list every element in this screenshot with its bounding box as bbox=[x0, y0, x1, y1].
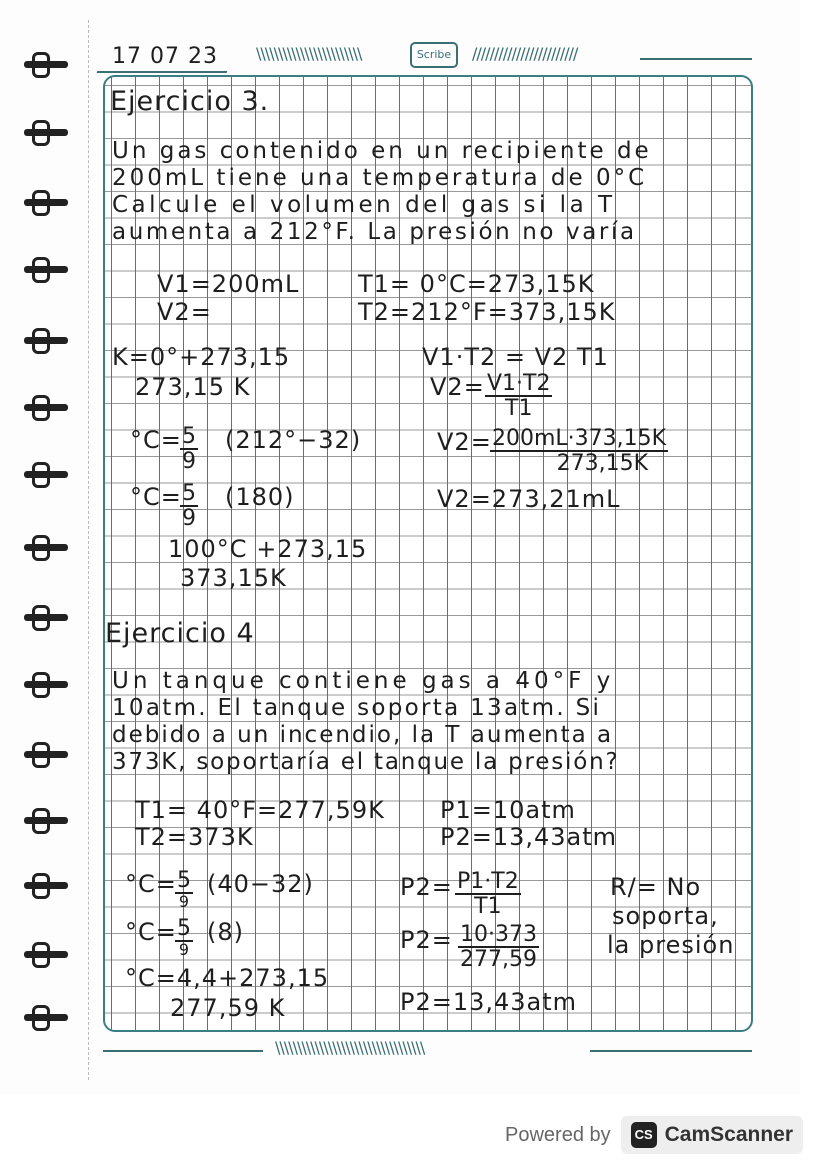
spiral-ring bbox=[24, 535, 68, 561]
fraction bbox=[180, 482, 198, 530]
spiral-ring bbox=[24, 190, 68, 216]
camscanner-brand: CamScanner bbox=[664, 1123, 794, 1146]
numerator: 5 bbox=[177, 916, 191, 941]
scribe-logo: Scribe bbox=[410, 42, 458, 68]
conversion-term: (212°−32) bbox=[225, 426, 362, 454]
problem-line: 200mL tiene una temperatura de 0°C bbox=[112, 165, 648, 191]
denominator: 9 bbox=[178, 940, 190, 960]
fraction bbox=[485, 372, 552, 420]
exercise-4-title: Ejercicio 4 bbox=[105, 618, 255, 649]
problem-line: Un gas contenido en un recipiente de bbox=[112, 138, 652, 164]
spiral-ring bbox=[24, 605, 68, 631]
celsius-label: °C= bbox=[130, 483, 182, 511]
date-field bbox=[97, 40, 238, 73]
t1-value: T1= 0°C=273,15K bbox=[358, 270, 595, 298]
powered-by-text: Powered by bbox=[505, 1123, 611, 1146]
fraction bbox=[180, 425, 198, 473]
p2-label: P2= bbox=[400, 926, 453, 954]
denominator: 9 bbox=[182, 449, 196, 475]
fraction bbox=[490, 427, 668, 475]
spiral-ring bbox=[24, 395, 68, 421]
footer-line bbox=[103, 1050, 263, 1052]
t1-value: T1= 40°F=277,59K bbox=[135, 796, 385, 824]
header-decoration: \\\\\\\\\\\\\\\\\\\\\\\\ bbox=[256, 44, 362, 63]
t2-value: T2=212°F=373,15K bbox=[358, 298, 616, 326]
p2-label: P2= bbox=[400, 873, 453, 901]
denominator: T1 bbox=[505, 396, 533, 422]
problem-line: 373K, soportaría el tanque la presión? bbox=[112, 749, 620, 775]
margin-line bbox=[88, 20, 89, 1080]
answer-line: la presión bbox=[607, 931, 735, 959]
denominator: 9 bbox=[182, 506, 196, 532]
problem-line: aumenta a 212°F. La presión no varía bbox=[112, 219, 637, 245]
charles-law: V1·T2 = V2 T1 bbox=[422, 343, 609, 371]
p2-result: P2=13,43atm bbox=[400, 988, 578, 1016]
p1-value: P1=10atm bbox=[440, 796, 576, 824]
problem-line: 10atm. El tanque soporta 13atm. Si bbox=[112, 695, 602, 721]
numerator: 200mL·373,15K bbox=[492, 426, 667, 451]
celsius-label: °C= bbox=[125, 918, 177, 946]
spiral-ring bbox=[24, 672, 68, 698]
v2-result: V2=273,21mL bbox=[437, 485, 621, 513]
answer-line: R/= No bbox=[610, 873, 702, 901]
spiral-ring bbox=[24, 328, 68, 354]
problem-line: Un tanque contiene gas a 40°F y bbox=[112, 668, 615, 694]
numerator: V1·T2 bbox=[487, 371, 551, 396]
kelvin-calc: °C=4,4+273,15 bbox=[125, 964, 330, 992]
denominator: 277,59 bbox=[460, 947, 537, 973]
exercise-3-title: Ejercicio 3. bbox=[110, 86, 270, 117]
celsius-label: °C= bbox=[130, 426, 182, 454]
v1-value: V1=200mL bbox=[157, 270, 300, 298]
v2-value: V2= bbox=[157, 298, 212, 326]
header-line bbox=[640, 58, 752, 60]
numerator: 5 bbox=[182, 481, 196, 506]
footer-line bbox=[590, 1050, 752, 1052]
fraction bbox=[175, 869, 193, 911]
p2-value: P2=13,43atm bbox=[440, 823, 618, 851]
spiral-ring bbox=[24, 1005, 68, 1031]
problem-line: Calcule el volumen del gas si la T bbox=[112, 192, 616, 218]
conversion-term: (8) bbox=[207, 918, 244, 946]
v2-label: V2= bbox=[437, 428, 492, 456]
fraction bbox=[175, 917, 193, 959]
spiral-ring bbox=[24, 257, 68, 283]
date-text: 17 07 23 bbox=[112, 44, 218, 69]
spiral-ring bbox=[24, 52, 68, 78]
header-decoration: //////////////////////// bbox=[472, 44, 578, 63]
answer-line: soporta, bbox=[612, 902, 719, 930]
spiral-ring bbox=[24, 808, 68, 834]
camscanner-logo-icon: CS bbox=[631, 1122, 657, 1148]
kelvin-result: 277,59 K bbox=[170, 994, 286, 1022]
footer-decoration: \\\\\\\\\\\\\\\\\\\\\\\\\\\\\\\\\\ bbox=[275, 1038, 425, 1057]
numerator: P1·T2 bbox=[457, 869, 519, 894]
spiral-ring bbox=[24, 873, 68, 899]
problem-line: debido a un incendio, la T aumenta a bbox=[112, 722, 614, 748]
fraction bbox=[458, 923, 539, 971]
conversion-term: (40−32) bbox=[207, 870, 314, 898]
denominator: T1 bbox=[474, 894, 502, 920]
numerator: 5 bbox=[182, 424, 196, 449]
fraction bbox=[455, 870, 521, 918]
spiral-ring bbox=[24, 742, 68, 768]
numerator: 5 bbox=[177, 868, 191, 893]
kelvin-calc: 100°C +273,15 bbox=[168, 535, 368, 563]
camscanner-badge bbox=[621, 1116, 803, 1154]
numerator: 10·373 bbox=[460, 922, 537, 947]
kelvin-result: 273,15 K bbox=[135, 373, 251, 401]
kelvin-result: 373,15K bbox=[180, 564, 287, 592]
denominator: 273,15K bbox=[556, 451, 649, 477]
celsius-label: °C= bbox=[125, 870, 177, 898]
camscanner-watermark bbox=[505, 1116, 803, 1154]
conversion-term: (180) bbox=[225, 483, 295, 511]
spiral-ring bbox=[24, 942, 68, 968]
kelvin-calc: K=0°+273,15 bbox=[112, 343, 291, 371]
t2-value: T2=373K bbox=[135, 823, 254, 851]
denominator: 9 bbox=[178, 892, 190, 912]
v2-label: V2= bbox=[430, 373, 485, 401]
spiral-ring bbox=[24, 120, 68, 146]
spiral-ring bbox=[24, 462, 68, 488]
